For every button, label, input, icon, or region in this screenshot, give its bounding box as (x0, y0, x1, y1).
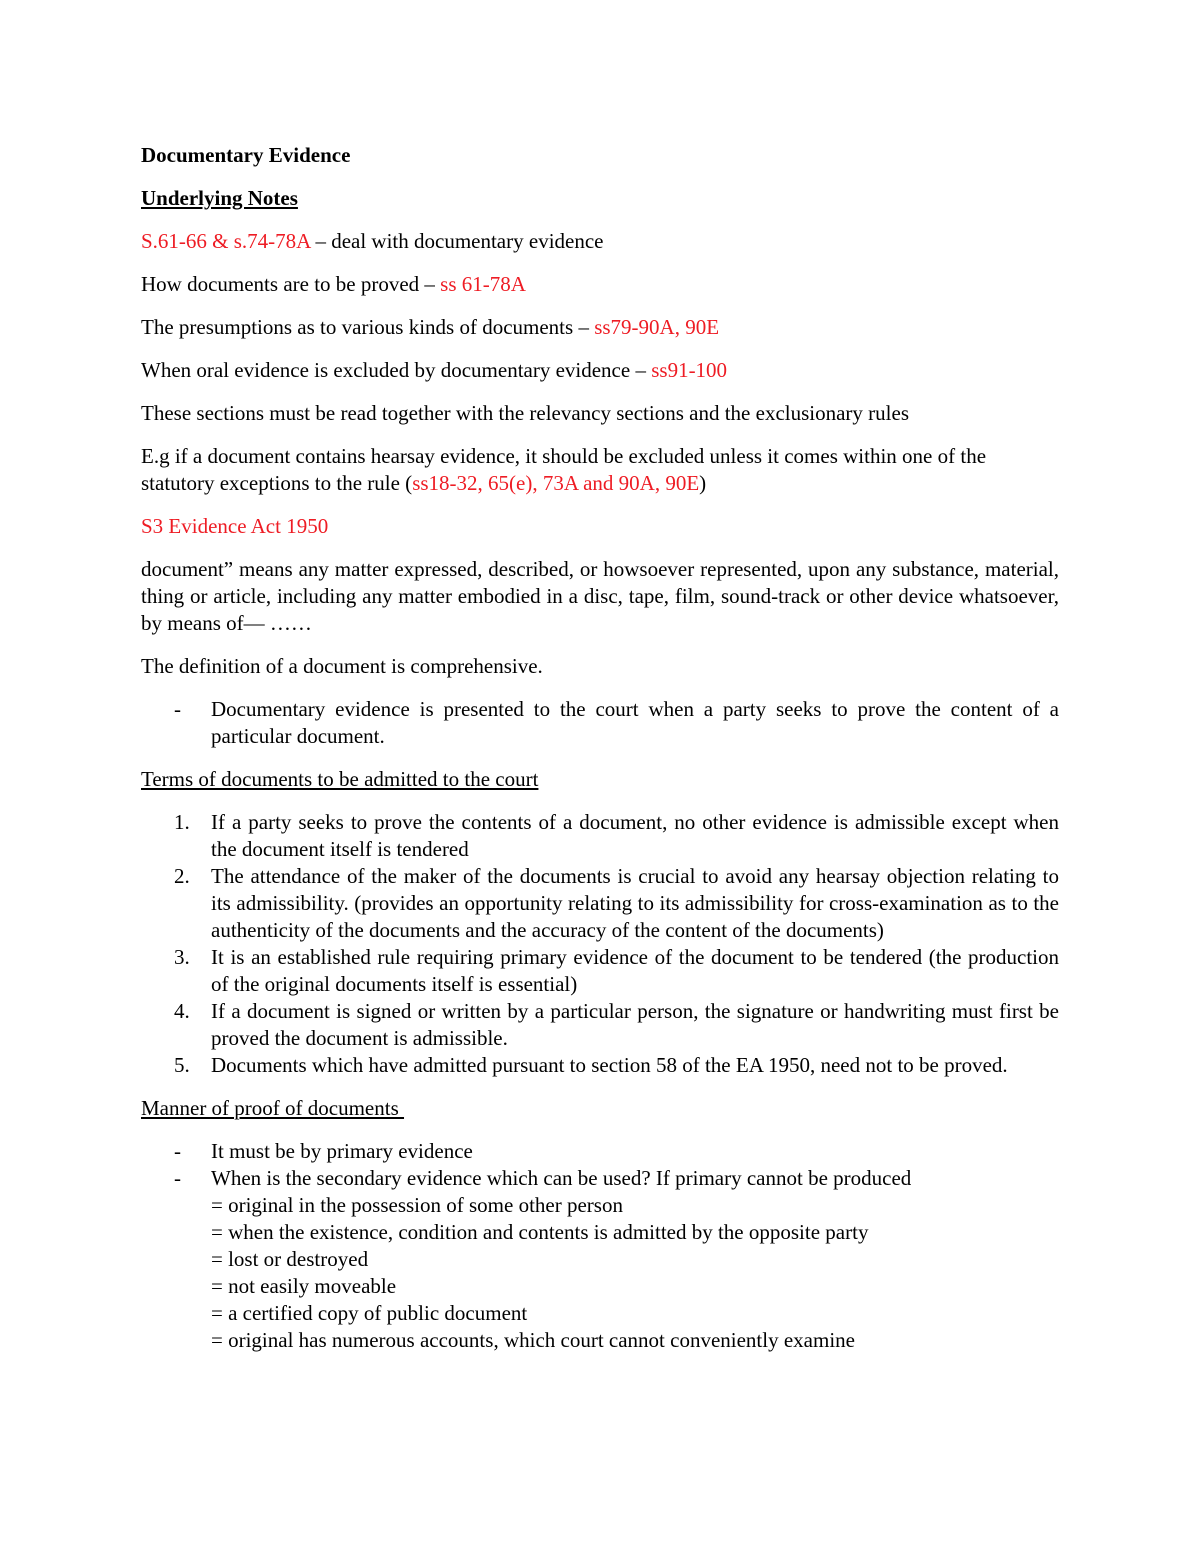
list-item-text: It is an established rule requiring primary evidence of the document to be tendered (the production of the original documents itself is essential) (211, 945, 1059, 996)
dash-marker: - (174, 1139, 181, 1163)
statute-reference: S.61-66 & s.74-78A (141, 229, 311, 253)
list-item (141, 863, 1059, 944)
dash-marker: - (174, 1166, 181, 1190)
paragraph-text: How documents are to be proved – (141, 272, 441, 296)
sub-item: = not easily moveable (211, 1274, 397, 1298)
paragraph-presumptions (141, 314, 1059, 341)
list-number: 1. (174, 810, 190, 834)
paragraph-text: – deal with documentary evidence (310, 229, 604, 253)
paragraph-text: ) (699, 471, 707, 495)
list-number: 4. (174, 999, 190, 1023)
manner-heading: Manner of proof of documents (141, 1096, 405, 1120)
list-item-text: If a document is signed or written by a particular person, the signature or handwriting must first be proved the document is admissible. (211, 999, 1059, 1050)
s3-heading: S3 Evidence Act 1950 (141, 514, 329, 538)
sub-item: = lost or destroyed (211, 1247, 369, 1271)
document-definition: document” means any matter expressed, described, or howsoever represented, upon any substance, material, thing or article, including any matter embodied in a disc, tape, film, sound-track or other device whatsoever, by means of— …… (141, 557, 1059, 635)
paragraph-read-together: These sections must be read together with the relevancy sections and the exclusionary rules (141, 401, 909, 425)
statute-reference: ss 61-78A (440, 272, 526, 296)
list-item-text: Documents which have admitted pursuant to section 58 of the EA 1950, need not to be proved. (211, 1053, 1008, 1077)
list-item-text: If a party seeks to prove the contents of a document, no other evidence is admissible except when the document itself is tendered (211, 810, 1059, 861)
manner-list (141, 1138, 1059, 1354)
paragraph-text: The presumptions as to various kinds of documents – (141, 315, 595, 339)
terms-list (141, 809, 1059, 1079)
list-item (141, 998, 1059, 1052)
list-number: 5. (174, 1053, 190, 1077)
list-item (141, 1138, 1059, 1165)
list-item-text: It must be by primary evidence (211, 1139, 473, 1163)
list-item (141, 809, 1059, 863)
paragraph-comprehensive: The definition of a document is comprehensive. (141, 654, 543, 678)
paragraph-sections-overview (141, 228, 1059, 255)
paragraph-hearsay-example (141, 443, 1059, 497)
list-item-text: The attendance of the maker of the documents is crucial to avoid any hearsay objection relating to its admissibility. (provides an opportunity relating to its admissibility for cross-examination as to the authenticity of the documents and the accuracy of the content of the documents) (211, 864, 1059, 942)
list-item (141, 1165, 1059, 1354)
sub-item: = a certified copy of public document (211, 1301, 528, 1325)
sub-item: = original in the possession of some other person (211, 1193, 623, 1217)
sub-item: = original has numerous accounts, which court cannot conveniently examine (211, 1328, 855, 1352)
list-item-text: Documentary evidence is presented to the court when a party seeks to prove the content of a particular document. (211, 697, 1059, 748)
statute-reference: ss18-32, 65(e), 73A and 90A, 90E (412, 471, 700, 495)
paragraph-oral-evidence (141, 357, 1059, 384)
list-item (141, 1052, 1059, 1079)
paragraph-text: E.g if a document contains hearsay evidence, it should be excluded unless it comes within one of the statutory exceptions to the rule ( (141, 444, 987, 495)
document-title: Documentary Evidence (141, 143, 351, 167)
list-number: 2. (174, 864, 190, 888)
list-item (141, 944, 1059, 998)
list-item-text: When is the secondary evidence which can be used? If primary cannot be produced (211, 1166, 912, 1190)
definition-bullet-list (141, 696, 1059, 750)
list-item (141, 696, 1059, 750)
paragraph-text: When oral evidence is excluded by documentary evidence – (141, 358, 652, 382)
document-body (141, 142, 1059, 1370)
dash-marker: - (174, 697, 181, 721)
statute-reference: ss91-100 (651, 358, 728, 382)
terms-heading: Terms of documents to be admitted to the court (141, 767, 539, 791)
document-subtitle: Underlying Notes (141, 186, 298, 210)
statute-reference: ss79-90A, 90E (594, 315, 720, 339)
sub-item: = when the existence, condition and contents is admitted by the opposite party (211, 1220, 869, 1244)
paragraph-how-proved (141, 271, 1059, 298)
list-number: 3. (174, 945, 190, 969)
